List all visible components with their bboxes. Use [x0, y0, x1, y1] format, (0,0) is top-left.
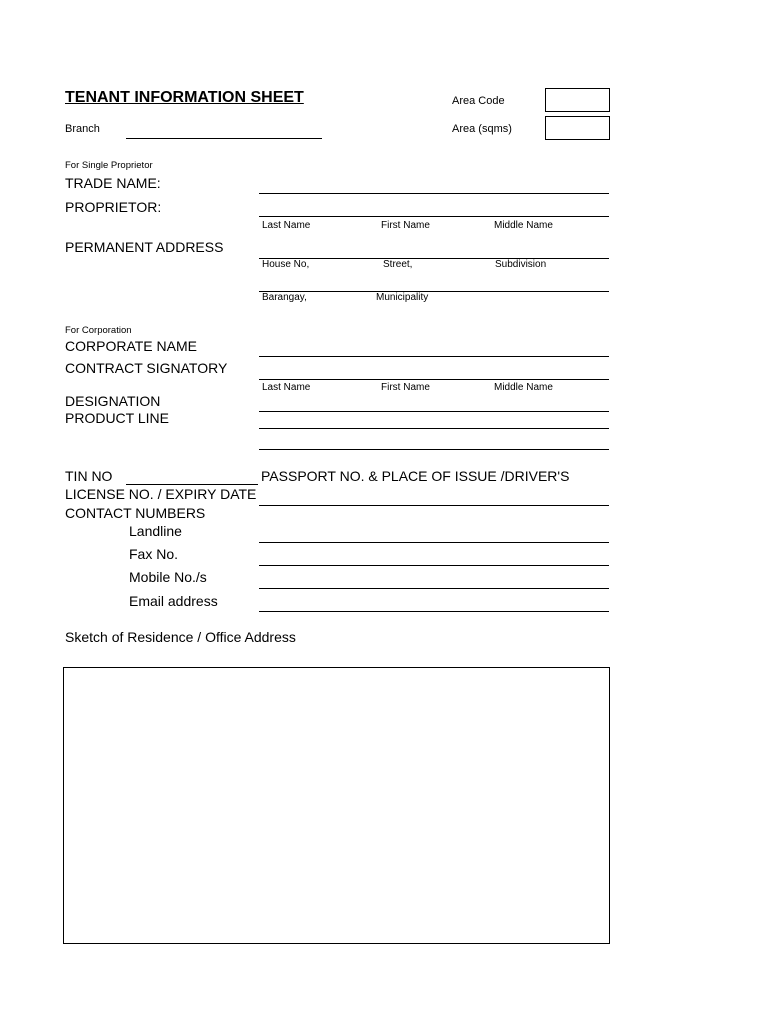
page-title: TENANT INFORMATION SHEET [65, 89, 304, 106]
subdivision-caption: Subdivision [495, 259, 547, 270]
signatory-middle-name-caption: Middle Name [494, 382, 553, 393]
landline-field[interactable] [259, 542, 609, 543]
tin-label: TIN NO [65, 468, 113, 484]
single-proprietor-section-label: For Single Proprietor [65, 160, 153, 171]
mobile-label: Mobile No./s [129, 569, 207, 585]
trade-name-field[interactable] [259, 193, 609, 194]
contract-signatory-label: CONTRACT SIGNATORY [65, 360, 228, 376]
product-line-field-1[interactable] [259, 428, 609, 429]
area-sqms-label: Area (sqms) [452, 123, 512, 135]
tin-field[interactable] [126, 484, 258, 485]
product-line-label: PRODUCT LINE [65, 410, 169, 426]
license-label: LICENSE NO. / EXPIRY DATE [65, 486, 257, 502]
corporate-name-label: CORPORATE NAME [65, 338, 197, 354]
email-label: Email address [129, 593, 218, 609]
branch-label: Branch [65, 123, 100, 135]
trade-name-label: TRADE NAME: [65, 175, 161, 191]
proprietor-field[interactable] [259, 216, 609, 217]
permanent-address-field-2[interactable] [259, 291, 609, 292]
sketch-label: Sketch of Residence / Office Address [65, 629, 296, 645]
area-code-box[interactable] [545, 88, 610, 112]
product-line-field-2[interactable] [259, 449, 609, 450]
contract-signatory-field[interactable] [259, 379, 609, 380]
email-field[interactable] [259, 611, 609, 612]
signatory-last-name-caption: Last Name [262, 382, 311, 393]
proprietor-last-name-caption: Last Name [262, 220, 311, 231]
fax-label: Fax No. [129, 546, 179, 562]
permanent-address-label: PERMANENT ADDRESS [65, 239, 224, 255]
signatory-first-name-caption: First Name [381, 382, 430, 393]
proprietor-label: PROPRIETOR: [65, 199, 162, 215]
municipality-caption: Municipality [376, 292, 429, 303]
mobile-field[interactable] [259, 588, 609, 589]
designation-label: DESIGNATION [65, 393, 161, 409]
corporation-section-label: For Corporation [65, 325, 132, 336]
area-sqms-box[interactable] [545, 116, 610, 140]
landline-label: Landline [129, 523, 182, 539]
barangay-caption: Barangay, [262, 292, 307, 303]
permanent-address-field-1[interactable] [259, 258, 609, 259]
sketch-box[interactable] [63, 667, 610, 944]
proprietor-middle-name-caption: Middle Name [494, 220, 553, 231]
passport-license-field[interactable] [259, 505, 609, 506]
branch-field[interactable] [126, 138, 322, 139]
fax-field[interactable] [259, 565, 609, 566]
area-code-label: Area Code [452, 95, 505, 107]
corporate-name-field[interactable] [259, 356, 609, 357]
street-caption: Street, [383, 259, 413, 270]
proprietor-first-name-caption: First Name [381, 220, 430, 231]
house-no-caption: House No, [262, 259, 310, 270]
contact-numbers-heading: CONTACT NUMBERS [65, 505, 206, 521]
designation-field[interactable] [259, 411, 609, 412]
passport-label: PASSPORT NO. & PLACE OF ISSUE /DRIVER'S [261, 468, 570, 484]
